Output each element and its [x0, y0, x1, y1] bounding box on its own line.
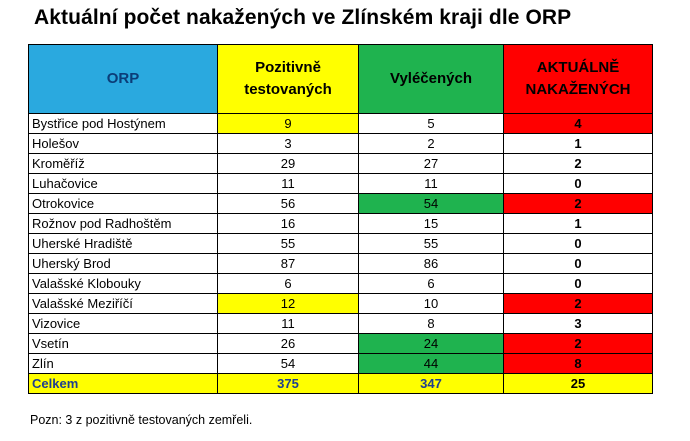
positive-cell: 12	[218, 294, 359, 314]
infection-table	[28, 44, 653, 394]
header-recovered	[359, 45, 504, 114]
positive-cell: 16	[218, 214, 359, 234]
total-positive: 375	[218, 374, 359, 394]
recovered-cell: 11	[359, 174, 504, 194]
table-body	[29, 114, 653, 394]
positive-cell: 29	[218, 154, 359, 174]
active-cell: 2	[504, 154, 653, 174]
header-orp	[29, 45, 218, 114]
orp-cell: Valašské Klobouky	[29, 274, 218, 294]
table-row	[29, 354, 653, 374]
table-row	[29, 154, 653, 174]
active-cell: 3	[504, 314, 653, 334]
recovered-cell: 86	[359, 254, 504, 274]
footnote: Pozn: 3 z pozitivně testovaných zemřeli.	[30, 413, 253, 427]
table-row	[29, 194, 653, 214]
header-positive-line2: testovaných	[244, 81, 332, 98]
orp-cell: Rožnov pod Radhoštěm	[29, 214, 218, 234]
recovered-cell: 44	[359, 354, 504, 374]
positive-cell: 26	[218, 334, 359, 354]
active-cell: 1	[504, 214, 653, 234]
active-cell: 1	[504, 134, 653, 154]
orp-cell: Zlín	[29, 354, 218, 374]
active-cell: 0	[504, 254, 653, 274]
positive-cell: 55	[218, 234, 359, 254]
positive-cell: 11	[218, 314, 359, 334]
orp-cell: Luhačovice	[29, 174, 218, 194]
table-row	[29, 254, 653, 274]
total-recovered: 347	[359, 374, 504, 394]
orp-cell: Valašské Meziříčí	[29, 294, 218, 314]
positive-cell: 9	[218, 114, 359, 134]
orp-cell: Holešov	[29, 134, 218, 154]
table-row	[29, 174, 653, 194]
recovered-cell: 27	[359, 154, 504, 174]
table-row	[29, 334, 653, 354]
positive-cell: 11	[218, 174, 359, 194]
orp-cell: Vsetín	[29, 334, 218, 354]
positive-cell: 54	[218, 354, 359, 374]
table-row	[29, 134, 653, 154]
orp-cell: Otrokovice	[29, 194, 218, 214]
positive-cell: 3	[218, 134, 359, 154]
active-cell: 2	[504, 194, 653, 214]
active-cell: 8	[504, 354, 653, 374]
recovered-cell: 6	[359, 274, 504, 294]
header-positive-line1: Pozitivně	[255, 59, 321, 76]
header-active-line2: NAKAŽENÝCH	[525, 81, 631, 98]
active-cell: 2	[504, 294, 653, 314]
orp-cell: Uherské Hradiště	[29, 234, 218, 254]
positive-cell: 87	[218, 254, 359, 274]
table-row	[29, 274, 653, 294]
orp-cell: Uherský Brod	[29, 254, 218, 274]
header-orp-label: ORP	[106, 70, 140, 87]
table-row	[29, 234, 653, 254]
active-cell: 0	[504, 234, 653, 254]
recovered-cell: 55	[359, 234, 504, 254]
active-cell: 0	[504, 274, 653, 294]
recovered-cell: 2	[359, 134, 504, 154]
total-row	[29, 374, 653, 394]
header-active-line1: AKTUÁLNĚ	[536, 59, 620, 76]
table-row	[29, 214, 653, 234]
active-cell: 4	[504, 114, 653, 134]
table-header-row	[29, 45, 653, 114]
header-active	[504, 45, 653, 114]
orp-cell: Kroměříž	[29, 154, 218, 174]
recovered-cell: 15	[359, 214, 504, 234]
recovered-cell: 5	[359, 114, 504, 134]
table-row	[29, 114, 653, 134]
recovered-cell: 54	[359, 194, 504, 214]
recovered-cell: 24	[359, 334, 504, 354]
header-positive	[218, 45, 359, 114]
total-active: 25	[504, 374, 653, 394]
orp-cell: Bystřice pod Hostýnem	[29, 114, 218, 134]
table-row	[29, 314, 653, 334]
active-cell: 0	[504, 174, 653, 194]
orp-cell: Vizovice	[29, 314, 218, 334]
table-row	[29, 294, 653, 314]
total-label: Celkem	[29, 374, 218, 394]
active-cell: 2	[504, 334, 653, 354]
page-title: Aktuální počet nakažených ve Zlínském kraji dle ORP	[34, 6, 572, 29]
recovered-cell: 8	[359, 314, 504, 334]
header-recovered-label: Vyléčených	[390, 70, 472, 87]
recovered-cell: 10	[359, 294, 504, 314]
positive-cell: 6	[218, 274, 359, 294]
positive-cell: 56	[218, 194, 359, 214]
